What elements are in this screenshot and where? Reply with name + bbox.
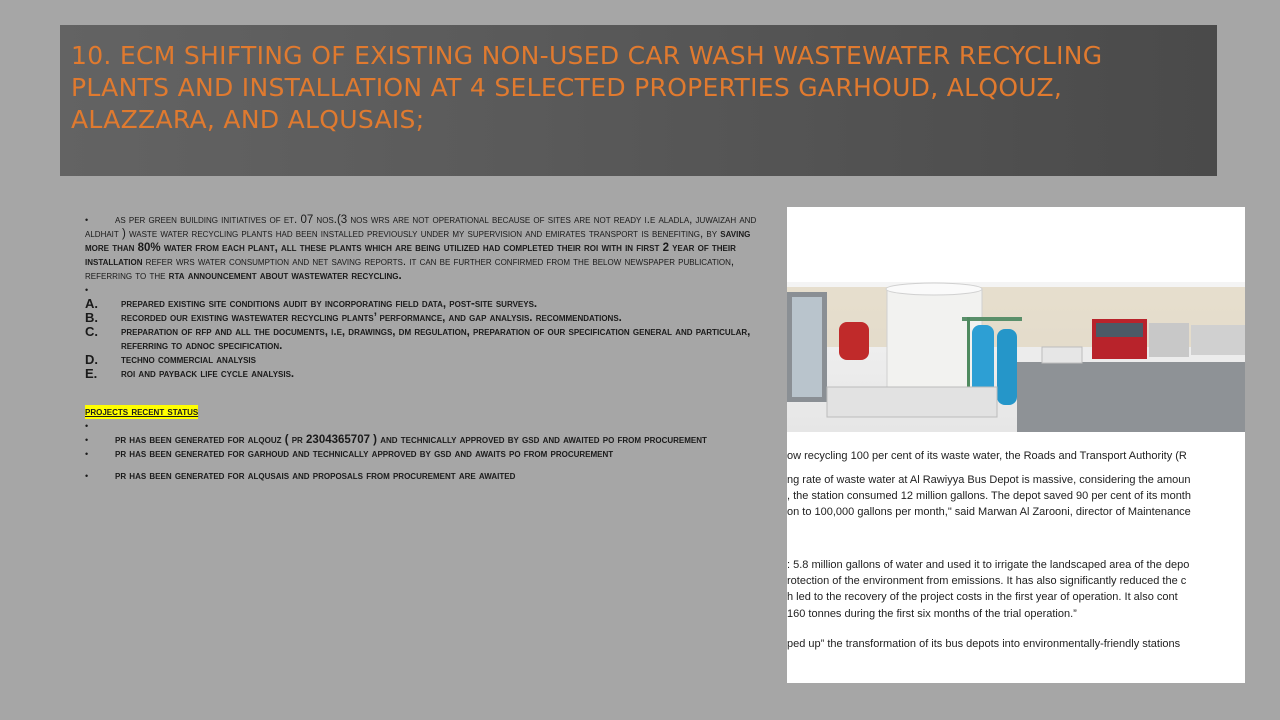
empty-bullet-line <box>85 419 775 433</box>
newspaper-line: rotection of the environment from emissions. It has also significantly reduced the c <box>787 575 1187 587</box>
empty-bullet-line <box>85 283 775 297</box>
intro-text-d: rta announcement about wastewater recycling. <box>168 270 402 282</box>
newspaper-line: h led to the recovery of the project costs in the first year of operation. It also cont <box>787 591 1178 603</box>
status-text: pr has been generated for alqusais and proposals from procurement are awaited <box>115 470 516 482</box>
newspaper-line: , the station consumed 12 million gallons. The depot saved 90 per cent of its month <box>787 490 1191 502</box>
bullet-icon: • <box>85 421 89 431</box>
title-banner <box>60 25 1217 176</box>
bullet-icon: • <box>85 435 89 445</box>
intro-text-c: refer wrs water consumption and net saving reports. it can be further confirmed from the below newspaper publication, referring to the <box>85 256 735 282</box>
newspaper-line: ped up” the transformation of its bus depots into environmentally-friendly stations <box>787 638 1181 650</box>
step-letter: E. <box>85 366 98 381</box>
status-text: pr has been generated for garhoud and technically approved by gsd and awaits po from procurement <box>115 448 614 460</box>
newspaper-line: ng rate of waste water at Al Rawiyya Bus Depot is massive, considering the amoun <box>787 474 1191 486</box>
bullet-icon: • <box>85 449 89 459</box>
step-text: recorded our existing wastewater recycling plants’ performance, and gap analysis. recommendations. <box>121 312 622 324</box>
step-text: preparation of rfp and all the documents, i.e, drawings, dm regulation, preparation of our specification general and particular, referring to adnoc specification. <box>121 326 751 352</box>
step-letter: A. <box>85 296 98 311</box>
step-text: techno commercial analysis <box>121 354 256 366</box>
intro-text-a: as per green building initiatives of et. 07 nos.(3 nos wrs are not operational because of sites are not ready i.e aladla, juwaizah and aldhait ) waste water recycling plants had been installed previously under my supervision and emirates transport is benefiting, by <box>85 214 757 240</box>
intro-paragraph <box>85 213 775 283</box>
status-item <box>85 469 775 483</box>
bullet-icon: • <box>85 285 89 295</box>
newspaper-line: ow recycling 100 per cent of its waste water, the Roads and Transport Authority (R <box>787 450 1187 462</box>
step-letter: D. <box>85 352 98 367</box>
list-item <box>85 367 775 381</box>
newspaper-line: 160 tonnes during the first six months of the trial operation.” <box>787 608 1077 620</box>
depot-photo <box>787 207 1245 437</box>
list-item <box>85 297 775 311</box>
slide-title: 10. ECM SHIFTING OF EXISTING NON-USED CAR WASH WASTEWATER RECYCLING PLANTS AND INSTALLATION AT 4 SELECTED PROPERTIES GARHOUD, ALQOUZ, ALAZZARA, AND ALQUSAIS; <box>71 41 1103 134</box>
steps-list <box>85 297 775 381</box>
list-item <box>85 311 775 325</box>
step-text: roi and payback life cycle analysis. <box>121 368 295 380</box>
step-text: prepared existing site conditions audit by incorporating field data, post-site surveys. <box>121 298 538 310</box>
status-text: pr has been generated for alqouz ( pr 2304365707 ) and technically approved by gsd and awaited po from procurement <box>115 434 707 446</box>
list-item <box>85 325 775 353</box>
status-heading: projects recent status <box>85 406 199 418</box>
slide-body <box>85 213 775 483</box>
bullet-icon: • <box>85 215 89 225</box>
status-item <box>85 433 775 447</box>
intro-text-b: saving more than 80% water from each plant, all these plants which are being utilized had completed their roi with in first 2 year of their installation <box>85 228 751 268</box>
list-item <box>85 353 775 367</box>
step-letter: C. <box>85 324 98 339</box>
bullet-icon: • <box>85 471 89 481</box>
newspaper-line: : 5.8 million gallons of water and used it to irrigate the landscaped area of the depo <box>787 559 1190 571</box>
newspaper-clipping <box>787 207 1245 683</box>
step-letter: B. <box>85 310 98 325</box>
newspaper-line: on to 100,000 gallons per month," said Marwan Al Zarooni, director of Maintenance <box>787 506 1191 518</box>
status-item <box>85 447 775 461</box>
